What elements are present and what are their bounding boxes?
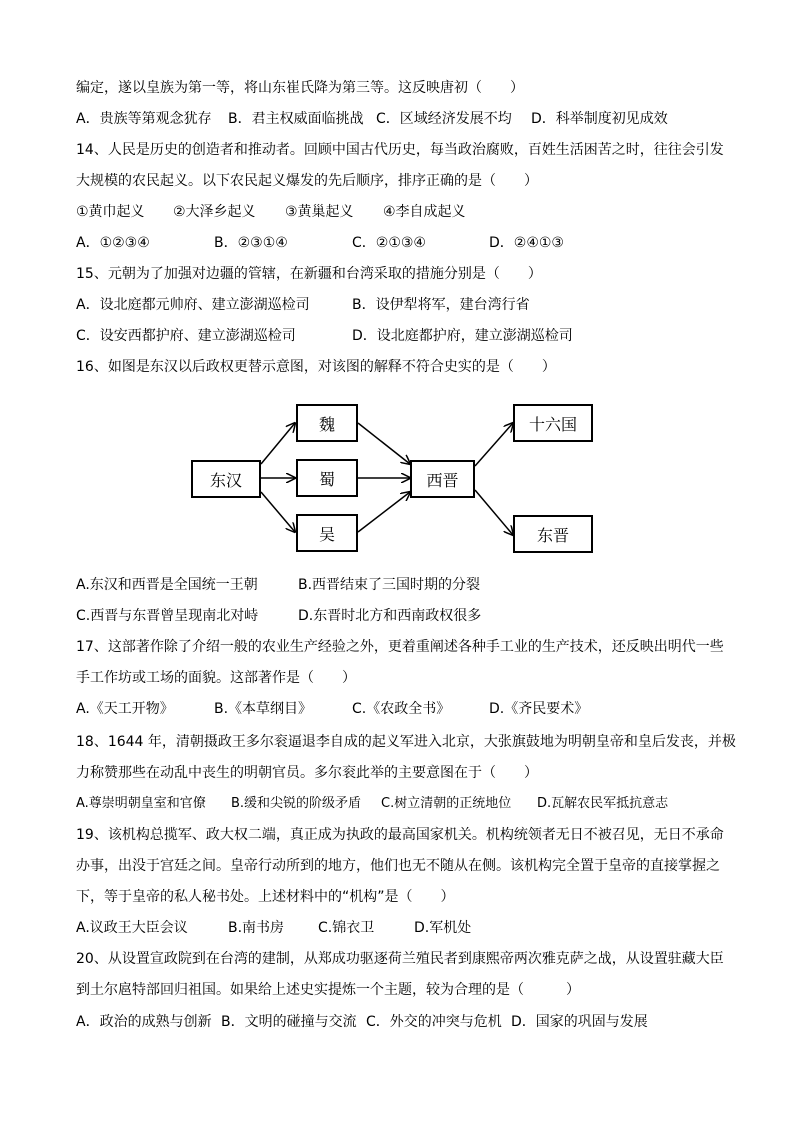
- q16-option-d[interactable]: D.东晋时北方和西南政权很多: [298, 608, 482, 624]
- q14-stem-line2: 大规模的农民起义。以下农民起义爆发的先后顺序，排序正确的是（ ）: [76, 173, 538, 189]
- box-shiliuguo: 十六国: [513, 404, 593, 442]
- box-xijin: 西晋: [410, 460, 475, 498]
- q19-stem-line3: 下，等于皇帝的私人秘书处。上述材料中的“机构”是（ ）: [76, 889, 455, 905]
- arrow-wu-xijin: [358, 492, 410, 532]
- q14-option-b[interactable]: B．②③①④: [214, 235, 288, 251]
- q16-stem: 16、如图是东汉以后政权更替示意图，对该图的解释不符合史实的是（ ）: [76, 359, 556, 375]
- q13-option-c[interactable]: C．区域经济发展不均: [376, 111, 512, 127]
- q14-item-1: ①黄巾起义: [76, 204, 145, 220]
- q16-option-b[interactable]: B.西晋结束了三国时期的分裂: [298, 577, 481, 593]
- q14-option-d[interactable]: D．②④①③: [489, 235, 564, 251]
- box-dongjin: 东晋: [513, 515, 593, 553]
- q13-option-a[interactable]: A．贵族等第观念犹存: [76, 111, 212, 127]
- q19-option-b[interactable]: B.南书房: [228, 920, 285, 936]
- q13-tail-text: 编定，遂以皇族为第一等，将山东崔氏降为第三等。这反映唐初（ ）: [76, 80, 524, 96]
- box-shu: 蜀: [296, 459, 358, 497]
- q18-stem-line1: 18、1644 年，清朝摄政王多尔衮逼退李自成的起义军进入北京，大张旗鼓地为明朝皇帝和皇后发丧，并极: [76, 734, 736, 750]
- q20-option-b[interactable]: B．文明的碰撞与交流: [221, 1014, 357, 1030]
- q14-option-c[interactable]: C．②①③④: [352, 235, 426, 251]
- q13-option-b[interactable]: B．君主权威面临挑战: [228, 111, 364, 127]
- q20-option-a[interactable]: A．政治的成熟与创新: [76, 1014, 212, 1030]
- q20-option-c[interactable]: C．外交的冲突与危机: [366, 1014, 502, 1030]
- q14-item-4: ④李自成起义: [383, 204, 466, 220]
- q14-item-3: ③黄巢起义: [285, 204, 354, 220]
- q18-option-a[interactable]: A.尊崇明朝皇室和官僚: [76, 796, 206, 811]
- q13-option-d[interactable]: D．科举制度初见成效: [531, 111, 668, 127]
- q15-option-d[interactable]: D．设北庭都护府，建立澎湖巡检司: [352, 328, 573, 344]
- q17-stem-line2: 手工作坊或工场的面貌。这部著作是（ ）: [76, 670, 356, 686]
- q14-stem-line1: 14、人民是历史的创造者和推动者。回顾中国古代历史，每当政治腐败，百姓生活困苦之时，往往会引发: [76, 142, 724, 158]
- q19-stem-line2: 办事，出没于宫廷之间。皇帝行动所到的地方，他们也无不随从在侧。该机构完全置于皇帝的直接掌握之: [76, 858, 720, 874]
- q15-option-a[interactable]: A．设北庭都元帅府、建立澎湖巡检司: [76, 297, 310, 313]
- q19-option-c[interactable]: C.锦衣卫: [318, 920, 375, 936]
- arrow-donghan-wei: [261, 423, 295, 464]
- q16-option-c[interactable]: C.西晋与东晋曾呈现南北对峙: [76, 608, 259, 624]
- q17-stem-line1: 17、这部著作除了介绍一般的农业生产经验之外，更着重阐述各种手工业的生产技术，还反映出明代一些: [76, 639, 724, 655]
- q14-option-a[interactable]: A．①②③④: [76, 235, 150, 251]
- q17-option-c[interactable]: C.《农政全书》: [352, 701, 451, 717]
- q19-stem-line1: 19、该机构总揽军、政大权二端，真正成为执政的最高国家机关。机构统领者无日不被召见，无日不承命: [76, 827, 724, 843]
- q15-option-c[interactable]: C．设安西都护府、建立澎湖巡检司: [76, 328, 296, 344]
- arrow-wei-xijin: [358, 423, 410, 464]
- arrow-donghan-wu: [261, 492, 295, 532]
- q18-stem-line2: 力称赞那些在动乱中丧生的明朝官员。多尔衮此举的主要意图在于（ ）: [76, 765, 538, 781]
- box-donghan: 东汉: [191, 460, 261, 498]
- q20-option-d[interactable]: D．国家的巩固与发展: [511, 1014, 648, 1030]
- q15-option-b[interactable]: B．设伊犁将军，建台湾行省: [352, 297, 530, 313]
- arrow-xijin-shiliuguo: [475, 423, 513, 466]
- q17-option-d[interactable]: D.《齐民要术》: [489, 701, 589, 717]
- q18-option-c[interactable]: C.树立清朝的正统地位: [381, 796, 512, 811]
- q16-option-a[interactable]: A.东汉和西晋是全国统一王朝: [76, 577, 258, 593]
- q18-option-d[interactable]: D.瓦解农民军抵抗意志: [537, 796, 669, 811]
- q19-option-d[interactable]: D.军机处: [414, 920, 472, 936]
- q14-item-2: ②大泽乡起义: [173, 204, 256, 220]
- q20-stem-line1: 20、从设置宣政院到在台湾的建制，从郑成功驱逐荷兰殖民者到康熙帝两次雅克萨之战，从设置驻藏大臣: [76, 951, 724, 967]
- q17-option-b[interactable]: B.《本草纲目》: [214, 701, 313, 717]
- q18-option-b[interactable]: B.缓和尖锐的阶级矛盾: [231, 796, 362, 811]
- q20-stem-line2: 到土尔扈特部回归祖国。如果给上述史实提炼一个主题，较为合理的是（ ）: [76, 982, 580, 998]
- box-wei: 魏: [296, 404, 358, 442]
- q17-option-a[interactable]: A.《天工开物》: [76, 701, 174, 717]
- box-wu: 吴: [296, 514, 358, 552]
- q19-option-a[interactable]: A.议政王大臣会议: [76, 920, 188, 936]
- arrow-xijin-dongjin: [475, 490, 513, 535]
- q15-stem: 15、元朝为了加强对边疆的管辖，在新疆和台湾采取的措施分别是（ ）: [76, 266, 542, 282]
